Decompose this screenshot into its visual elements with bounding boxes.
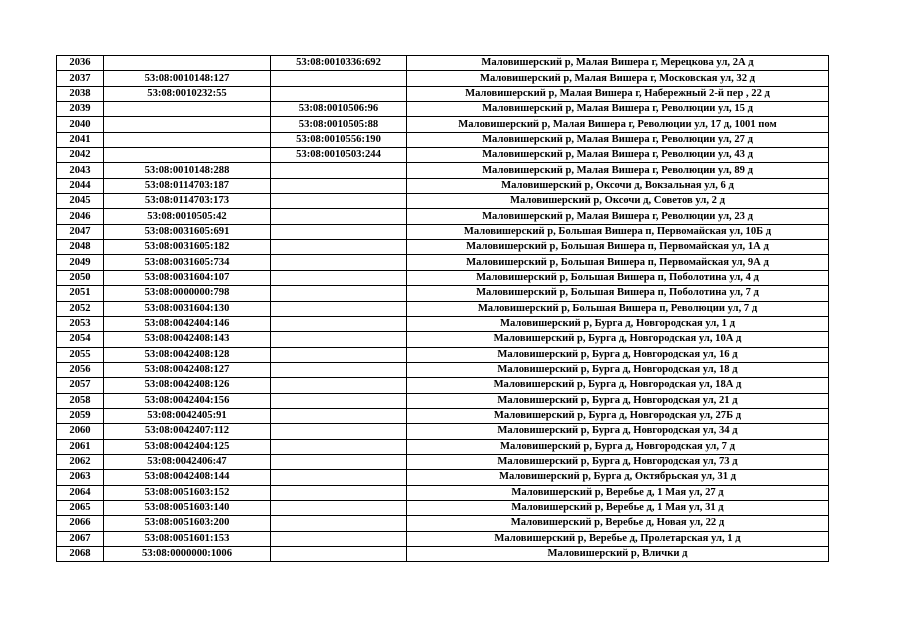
address-cell: Маловишерский р, Бурга д, Новгородская ул, 73 д (407, 454, 829, 469)
cadastral-number-secondary-cell (271, 301, 407, 316)
address-cell: Маловишерский р, Малая Вишера г, Набережный 2-й пер , 22 д (407, 86, 829, 101)
cadastral-number-cell: 53:08:0042407:112 (104, 424, 271, 439)
cadastral-number-cell: 53:08:0051601:153 (104, 531, 271, 546)
address-cell: Маловишерский р, Оксочи д, Советов ул, 2 д (407, 194, 829, 209)
table-row (57, 470, 829, 485)
cadastral-number-secondary-cell (271, 516, 407, 531)
row-number-cell: 2064 (57, 485, 104, 500)
cadastral-number-cell: 53:08:0031604:107 (104, 270, 271, 285)
cadastral-number-secondary-cell: 53:08:0010506:96 (271, 102, 407, 117)
cadastral-number-secondary-cell (271, 408, 407, 423)
cadastral-number-cell (104, 56, 271, 71)
cadastral-number-cell: 53:08:0042408:128 (104, 347, 271, 362)
table-row (57, 224, 829, 239)
row-number-cell: 2054 (57, 332, 104, 347)
cadastral-number-cell: 53:08:0042404:156 (104, 393, 271, 408)
cadastral-number-secondary-cell (271, 485, 407, 500)
address-cell: Маловишерский р, Малая Вишера г, Революции ул, 43 д (407, 148, 829, 163)
cadastral-number-cell: 53:08:0042404:125 (104, 439, 271, 454)
row-number-cell: 2042 (57, 148, 104, 163)
cadastral-number-secondary-cell: 53:08:0010503:244 (271, 148, 407, 163)
table-row (57, 270, 829, 285)
cadastral-number-secondary-cell (271, 547, 407, 562)
cadastral-number-cell: 53:08:0051603:200 (104, 516, 271, 531)
address-cell: Маловишерский р, Бурга д, Новгородская ул, 27Б д (407, 408, 829, 423)
row-number-cell: 2036 (57, 56, 104, 71)
cadastral-number-cell (104, 148, 271, 163)
address-cell: Маловишерский р, Малая Вишера г, Революции ул, 23 д (407, 209, 829, 224)
table-row (57, 424, 829, 439)
address-cell: Маловишерский р, Большая Вишера п, Первомайская ул, 10Б д (407, 224, 829, 239)
table-row (57, 240, 829, 255)
row-number-cell: 2063 (57, 470, 104, 485)
cadastral-number-cell: 53:08:0042404:146 (104, 316, 271, 331)
address-cell: Маловишерский р, Бурга д, Новгородская ул, 7 д (407, 439, 829, 454)
row-number-cell: 2065 (57, 500, 104, 515)
cadastral-number-secondary-cell (271, 347, 407, 362)
cadastral-number-cell: 53:08:0114703:173 (104, 194, 271, 209)
address-cell: Маловишерский р, Веребье д, Пролетарская ул, 1 д (407, 531, 829, 546)
row-number-cell: 2067 (57, 531, 104, 546)
address-cell: Маловишерский р, Малая Вишера г, Московская ул, 32 д (407, 71, 829, 86)
cadastral-number-secondary-cell (271, 270, 407, 285)
cadastral-number-cell: 53:08:0031604:130 (104, 301, 271, 316)
cadastral-number-cell: 53:08:0042408:144 (104, 470, 271, 485)
row-number-cell: 2059 (57, 408, 104, 423)
cadastral-number-cell: 53:08:0000000:798 (104, 286, 271, 301)
cadastral-number-secondary-cell (271, 194, 407, 209)
cadastral-number-secondary-cell (271, 362, 407, 377)
address-cell: Маловишерский р, Большая Вишера п, Первомайская ул, 9А д (407, 255, 829, 270)
cadastral-number-cell: 53:08:0031605:734 (104, 255, 271, 270)
address-cell: Маловишерский р, Большая Вишера п, Первомайская ул, 1А д (407, 240, 829, 255)
cadastral-number-cell: 53:08:0031605:691 (104, 224, 271, 239)
row-number-cell: 2045 (57, 194, 104, 209)
cadastral-number-cell: 53:08:0010505:42 (104, 209, 271, 224)
row-number-cell: 2050 (57, 270, 104, 285)
row-number-cell: 2041 (57, 132, 104, 147)
table-row (57, 454, 829, 469)
address-cell: Маловишерский р, Веребье д, 1 Мая ул, 31 д (407, 500, 829, 515)
table-row (57, 362, 829, 377)
cadastral-number-secondary-cell (271, 86, 407, 101)
table-row (57, 255, 829, 270)
table-row (57, 378, 829, 393)
table-row (57, 178, 829, 193)
address-cell: Маловишерский р, Малая Вишера г, Революции ул, 89 д (407, 163, 829, 178)
table-row (57, 531, 829, 546)
table-row (57, 408, 829, 423)
address-cell: Маловишерский р, Бурга д, Октябрьская ул, 31 д (407, 470, 829, 485)
cadastral-number-secondary-cell (271, 255, 407, 270)
row-number-cell: 2057 (57, 378, 104, 393)
address-cell: Маловишерский р, Оксочи д, Вокзальная ул, 6 д (407, 178, 829, 193)
cadastral-number-secondary-cell (271, 439, 407, 454)
table-row (57, 301, 829, 316)
row-number-cell: 2051 (57, 286, 104, 301)
cadastral-number-secondary-cell: 53:08:0010336:692 (271, 56, 407, 71)
table-row (57, 393, 829, 408)
row-number-cell: 2062 (57, 454, 104, 469)
cadastral-number-secondary-cell (271, 332, 407, 347)
cadastral-number-secondary-cell (271, 378, 407, 393)
row-number-cell: 2043 (57, 163, 104, 178)
address-cell: Маловишерский р, Бурга д, Новгородская ул, 1 д (407, 316, 829, 331)
row-number-cell: 2040 (57, 117, 104, 132)
cadastral-number-cell: 53:08:0042405:91 (104, 408, 271, 423)
address-cell: Маловишерский р, Бурга д, Новгородская ул, 18 д (407, 362, 829, 377)
row-number-cell: 2053 (57, 316, 104, 331)
table-row (57, 500, 829, 515)
cadastral-number-secondary-cell (271, 531, 407, 546)
row-number-cell: 2044 (57, 178, 104, 193)
cadastral-number-cell: 53:08:0114703:187 (104, 178, 271, 193)
cadastral-number-secondary-cell: 53:08:0010505:88 (271, 117, 407, 132)
cadastral-number-secondary-cell (271, 209, 407, 224)
cadastral-number-secondary-cell (271, 316, 407, 331)
table-body (57, 56, 829, 562)
row-number-cell: 2039 (57, 102, 104, 117)
cadastral-number-cell: 53:08:0051603:152 (104, 485, 271, 500)
address-cell: Маловишерский р, Бурга д, Новгородская ул, 34 д (407, 424, 829, 439)
address-cell: Маловишерский р, Малая Вишера г, Революции ул, 27 д (407, 132, 829, 147)
cadastral-number-secondary-cell (271, 71, 407, 86)
table-row (57, 547, 829, 562)
cadastral-number-secondary-cell (271, 500, 407, 515)
address-cell: Маловишерский р, Веребье д, Новая ул, 22 д (407, 516, 829, 531)
table-row (57, 102, 829, 117)
row-number-cell: 2056 (57, 362, 104, 377)
cadastral-number-cell: 53:08:0010148:288 (104, 163, 271, 178)
row-number-cell: 2058 (57, 393, 104, 408)
row-number-cell: 2038 (57, 86, 104, 101)
cadastral-number-cell: 53:08:0000000:1006 (104, 547, 271, 562)
cadastral-number-cell: 53:08:0042408:126 (104, 378, 271, 393)
cadastral-number-cell (104, 117, 271, 132)
row-number-cell: 2052 (57, 301, 104, 316)
table-row (57, 286, 829, 301)
address-cell: Маловишерский р, Бурга д, Новгородская ул, 18А д (407, 378, 829, 393)
row-number-cell: 2048 (57, 240, 104, 255)
cadastral-number-secondary-cell (271, 240, 407, 255)
table-row (57, 86, 829, 101)
cadastral-number-cell: 53:08:0042408:143 (104, 332, 271, 347)
cadastral-number-secondary-cell (271, 470, 407, 485)
address-cell: Маловишерский р, Бурга д, Новгородская ул, 10А д (407, 332, 829, 347)
cadastral-number-cell: 53:08:0042408:127 (104, 362, 271, 377)
table-row (57, 71, 829, 86)
row-number-cell: 2046 (57, 209, 104, 224)
row-number-cell: 2060 (57, 424, 104, 439)
table-row (57, 316, 829, 331)
row-number-cell: 2061 (57, 439, 104, 454)
address-cell: Маловишерский р, Большая Вишера п, Поболотина ул, 7 д (407, 286, 829, 301)
row-number-cell: 2068 (57, 547, 104, 562)
cadastral-number-cell (104, 132, 271, 147)
table-row (57, 132, 829, 147)
table-row (57, 332, 829, 347)
address-cell: Маловишерский р, Большая Вишера п, Поболотина ул, 4 д (407, 270, 829, 285)
cadastral-number-secondary-cell (271, 454, 407, 469)
cadastral-number-cell: 53:08:0010232:55 (104, 86, 271, 101)
address-cell: Маловишерский р, Малая Вишера г, Революции ул, 15 д (407, 102, 829, 117)
table-row (57, 209, 829, 224)
table-row (57, 117, 829, 132)
cadastral-number-cell: 53:08:0051603:140 (104, 500, 271, 515)
row-number-cell: 2049 (57, 255, 104, 270)
table-row (57, 194, 829, 209)
cadastral-number-secondary-cell (271, 393, 407, 408)
table-row (57, 163, 829, 178)
cadastral-number-cell: 53:08:0042406:47 (104, 454, 271, 469)
cadastral-number-cell (104, 102, 271, 117)
address-cell: Маловишерский р, Бурга д, Новгородская ул, 16 д (407, 347, 829, 362)
cadastral-number-secondary-cell (271, 178, 407, 193)
address-cell: Маловишерский р, Веребье д, 1 Мая ул, 27 д (407, 485, 829, 500)
address-cell: Маловишерский р, Большая Вишера п, Революции ул, 7 д (407, 301, 829, 316)
table-row (57, 56, 829, 71)
address-cell: Маловишерский р, Малая Вишера г, Мерецкова ул, 2А д (407, 56, 829, 71)
row-number-cell: 2055 (57, 347, 104, 362)
cadastral-number-cell: 53:08:0031605:182 (104, 240, 271, 255)
cadastral-number-secondary-cell (271, 286, 407, 301)
cadastral-number-cell: 53:08:0010148:127 (104, 71, 271, 86)
table-row (57, 485, 829, 500)
row-number-cell: 2047 (57, 224, 104, 239)
address-cell: Маловишерский р, Бурга д, Новгородская ул, 21 д (407, 393, 829, 408)
cadastral-number-secondary-cell: 53:08:0010556:190 (271, 132, 407, 147)
cadastral-number-secondary-cell (271, 424, 407, 439)
cadastral-number-secondary-cell (271, 224, 407, 239)
address-cell: Маловишерский р, Влички д (407, 547, 829, 562)
row-number-cell: 2066 (57, 516, 104, 531)
table-row (57, 148, 829, 163)
table-row (57, 516, 829, 531)
row-number-cell: 2037 (57, 71, 104, 86)
cadastral-number-secondary-cell (271, 163, 407, 178)
table-row (57, 439, 829, 454)
address-cell: Маловишерский р, Малая Вишера г, Революции ул, 17 д, 1001 пом (407, 117, 829, 132)
property-registry-table (56, 55, 829, 562)
table-row (57, 347, 829, 362)
